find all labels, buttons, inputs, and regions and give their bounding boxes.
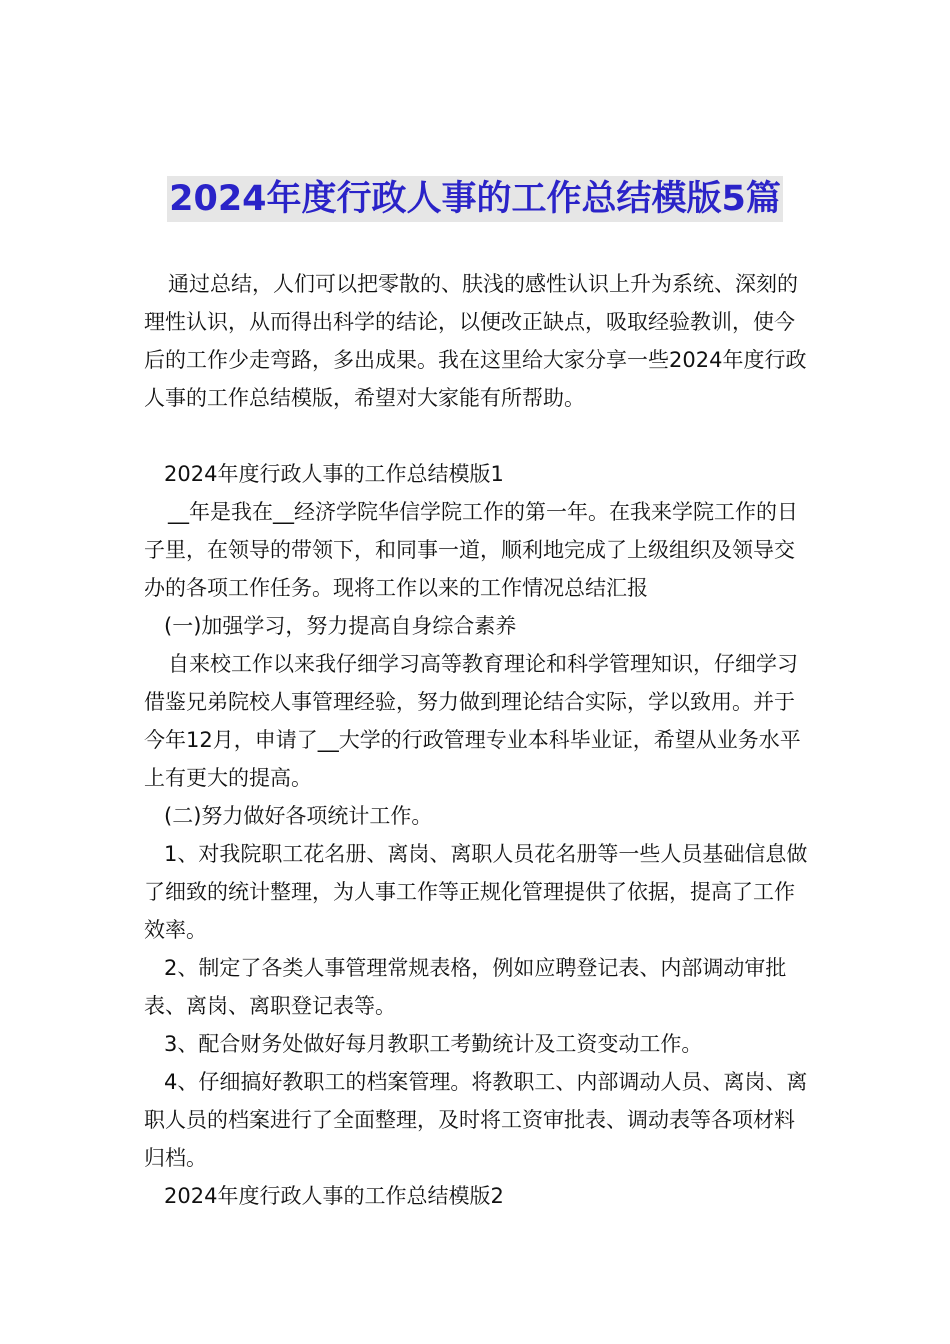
section-heading-2: 2024年度行政人事的工作总结模版2	[164, 1184, 504, 1208]
subsection-heading-2: (二)努力做好各项统计工作。	[164, 804, 433, 828]
intro-paragraph: 通过总结，人们可以把零散的、肤浅的感性认识上升为系统、深刻的理性认识，从而得出科学的结论，以便改正缺点，吸取经验教训，使今后的工作少走弯路，多出成果。我在这里给大家分享一些2024年度行政人事的工作总结模版，希望对大家能有所帮助。	[144, 272, 807, 410]
document-title: 2024年度行政人事的工作总结模版5篇	[167, 176, 783, 222]
section1-paragraph: __年是我在__经济学院华信学院工作的第一年。在我来学院工作的日子里，在领导的带领下，和同事一道，顺利地完成了上级组织及领导交办的各项工作任务。现将工作以来的工作情况总结汇报	[144, 500, 798, 600]
paragraph-spacer	[144, 417, 814, 455]
section-heading-1: 2024年度行政人事的工作总结模版1	[164, 462, 504, 486]
list-item: 2、制定了各类人事管理常规表格，例如应聘登记表、内部调动审批表、离岗、离职登记表等。	[144, 956, 787, 1018]
subsection1-paragraph: 自来校工作以来我仔细学习高等教育理论和科学管理知识，仔细学习借鉴兄弟院校人事管理经验，努力做到理论结合实际，学以致用。并于今年12月，申请了__大学的行政管理专业本科毕业证，希望从业务水平上有更大的提高。	[144, 652, 801, 790]
document-body	[144, 265, 814, 1215]
list-item: 4、仔细搞好教职工的档案管理。将教职工、内部调动人员、离岗、离职人员的档案进行了全面整理，及时将工资审批表、调动表等各项材料归档。	[144, 1070, 808, 1170]
list-item: 3、配合财务处做好每月教职工考勤统计及工资变动工作。	[164, 1032, 703, 1056]
list-item: 1、对我院职工花名册、离岗、离职人员花名册等一些人员基础信息做了细致的统计整理，为人事工作等正规化管理提供了依据，提高了工作效率。	[144, 842, 808, 942]
subsection-heading-1: (一)加强学习，努力提高自身综合素养	[164, 614, 517, 638]
title-container	[0, 176, 950, 222]
